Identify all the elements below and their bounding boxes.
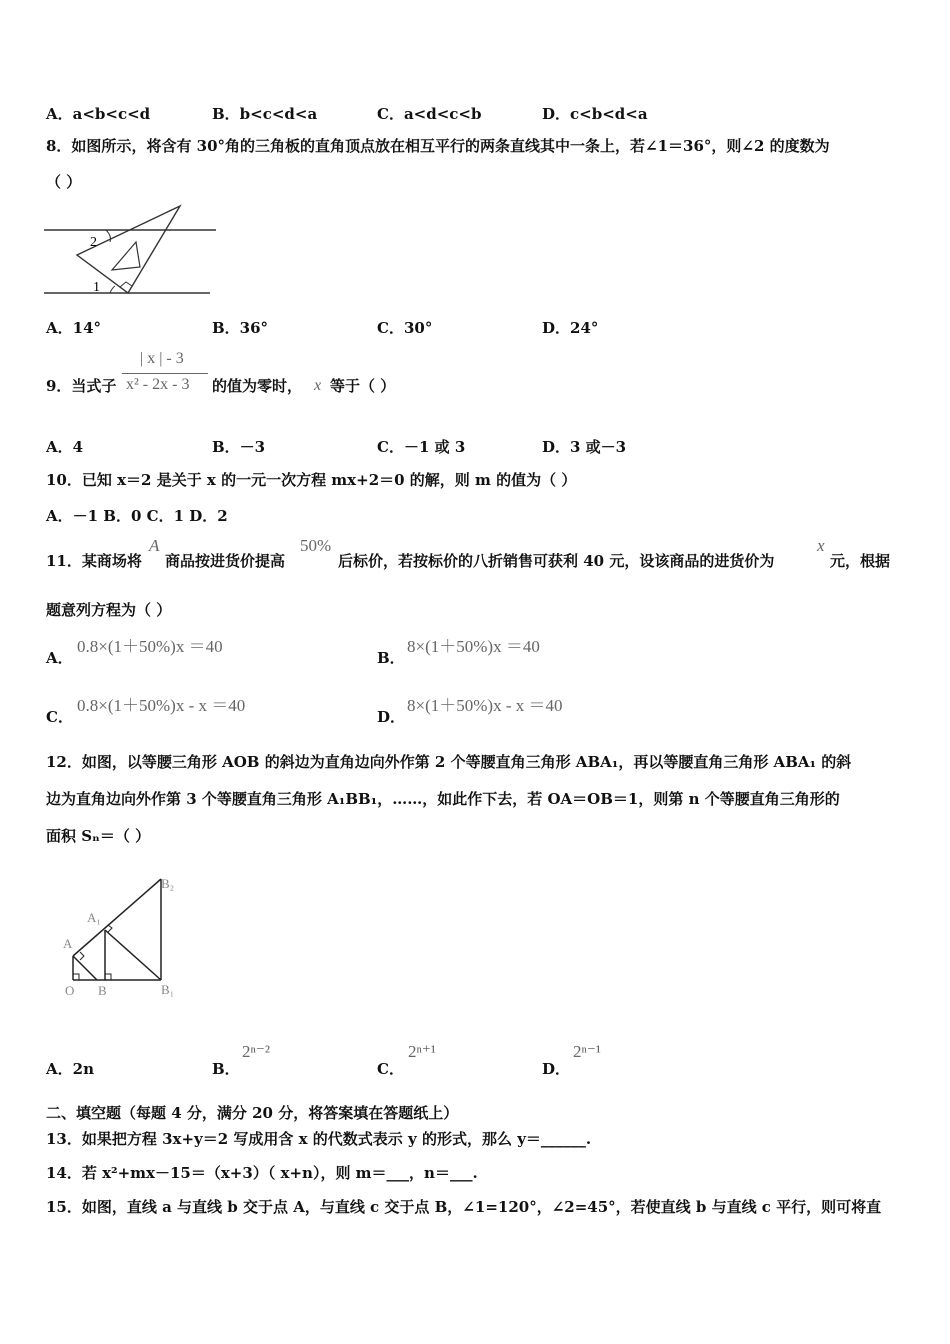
q11-option-b-label: B．: [377, 649, 405, 667]
q12-label-b: B: [98, 983, 107, 998]
q8-stem-line2: （ ）: [46, 173, 82, 191]
q11-var-x: x: [817, 536, 825, 555]
section2-heading: 二、填空题（每题 4 分，满分 20 分，将答案填在答题纸上）: [46, 1104, 459, 1122]
q8-option-c: C．30°: [377, 319, 433, 337]
q12-triangles-figure: [58, 870, 188, 1002]
q9-option-b: B．－3: [212, 438, 266, 456]
q11-option-c-formula: 0.8×(1＋50%)x - x ＝40: [77, 696, 246, 715]
q9-fraction-bar: [122, 373, 208, 374]
q12-label-a1: A₁: [87, 910, 101, 925]
q12-stem-line3: 面积 Sₙ＝（ ）: [46, 827, 151, 845]
q11-option-a-label: A．: [46, 649, 73, 667]
q11-stem-part2: 商品按进货价提高: [165, 552, 286, 570]
q11-option-d-formula: 8×(1＋50%)x - x ＝40: [407, 696, 563, 715]
q12-option-d-formula: 2ⁿ⁻¹: [573, 1042, 601, 1061]
q11-var-a: A: [149, 536, 160, 555]
q9-stem-suffix2: 等于（ ）: [330, 377, 396, 395]
q14-stem: 14．若 x²+mx－15＝（x+3）（ x+n），则 m＝___，n＝___.: [46, 1164, 478, 1182]
q12-label-a: A: [63, 936, 73, 951]
q8-angle-2-label: 2: [90, 235, 97, 250]
q9-stem-prefix: 9．当式子: [46, 377, 117, 395]
q9-var-x: x: [314, 377, 322, 394]
q11-option-a-formula: 0.8×(1＋50%)x ＝40: [77, 637, 223, 656]
q12-option-b-formula: 2ⁿ⁻²: [242, 1042, 270, 1061]
q9-option-d: D．3 或－3: [542, 438, 627, 456]
q12-option-c-formula: 2ⁿ⁺¹: [408, 1042, 436, 1061]
q9-denominator: x² - 2x - 3: [126, 376, 190, 393]
q13-stem: 13．如果把方程 3x+y＝2 写成用含 x 的代数式表示 y 的形式，那么 y＝______.: [46, 1130, 592, 1148]
q11-stem-part1: 11．某商场将: [46, 552, 142, 570]
q11-stem-line2: 题意列方程为（ ）: [46, 601, 172, 619]
q12-label-b2: B₂: [161, 876, 175, 891]
q7-option-c: C．a<d<c<b: [377, 105, 482, 123]
q12-stem-line2: 边为直角边向外作第 3 个等腰直角三角形 A₁BB₁，……，如此作下去，若 OA＝OB＝1，则第 n 个等腰直角三角形的: [46, 790, 840, 808]
q9-option-a: A．4: [46, 438, 84, 456]
q8-option-b: B．36°: [212, 319, 269, 337]
q8-option-a: A．14°: [46, 319, 102, 337]
q12-label-o: O: [65, 983, 75, 998]
q15-stem: 15．如图，直线 a 与直线 b 交于点 A，与直线 c 交于点 B，∠1=120°，∠2=45°，若使直线 b 与直线 c 平行，则可将直: [46, 1198, 882, 1216]
q10-stem: 10．已知 x＝2 是关于 x 的一元一次方程 mx+2＝0 的解，则 m 的值为（ ）: [46, 471, 577, 489]
q8-stem-line1: 8．如图所示，将含有 30°角的三角板的直角顶点放在相互平行的两条直线其中一条上，若∠1＝36°，则∠2 的度数为: [46, 137, 830, 155]
q7-option-d: D．c<b<d<a: [542, 105, 648, 123]
q12-option-b-label: B．: [212, 1060, 240, 1078]
q9-stem-suffix: 的值为零时，: [212, 377, 303, 395]
q12-option-d-label: D．: [542, 1060, 571, 1078]
q11-option-c-label: C．: [46, 708, 73, 726]
q8-triangle-figure: [40, 200, 225, 302]
q8-option-d: D．24°: [542, 319, 599, 337]
q8-angle-1-label: 1: [93, 280, 100, 295]
q11-stem-part3: 后标价，若按标价的八折销售可获利 40 元，设该商品的进货价为: [338, 552, 775, 570]
q7-option-b: B．b<c<d<a: [212, 105, 318, 123]
q11-option-b-formula: 8×(1＋50%)x ＝40: [407, 637, 540, 656]
q12-label-b1: B₁: [161, 982, 175, 997]
q11-option-d-label: D．: [377, 708, 406, 726]
q9-numerator: | x | - 3: [140, 350, 184, 367]
q7-option-a: A．a<b<c<d: [46, 105, 151, 123]
q11-percent: 50%: [300, 536, 332, 555]
q11-stem-part4: 元，根据: [830, 552, 891, 570]
q12-option-c-label: C．: [377, 1060, 404, 1078]
q12-option-a: A．2n: [46, 1060, 94, 1078]
q12-stem-line1: 12．如图，以等腰三角形 AOB 的斜边为直角边向外作第 2 个等腰直角三角形 ABA₁，再以等腰直角三角形 ABA₁ 的斜: [46, 753, 852, 771]
q9-option-c: C．－1 或 3: [377, 438, 466, 456]
q10-options: A．－1 B．0 C．1 D．2: [46, 507, 228, 525]
